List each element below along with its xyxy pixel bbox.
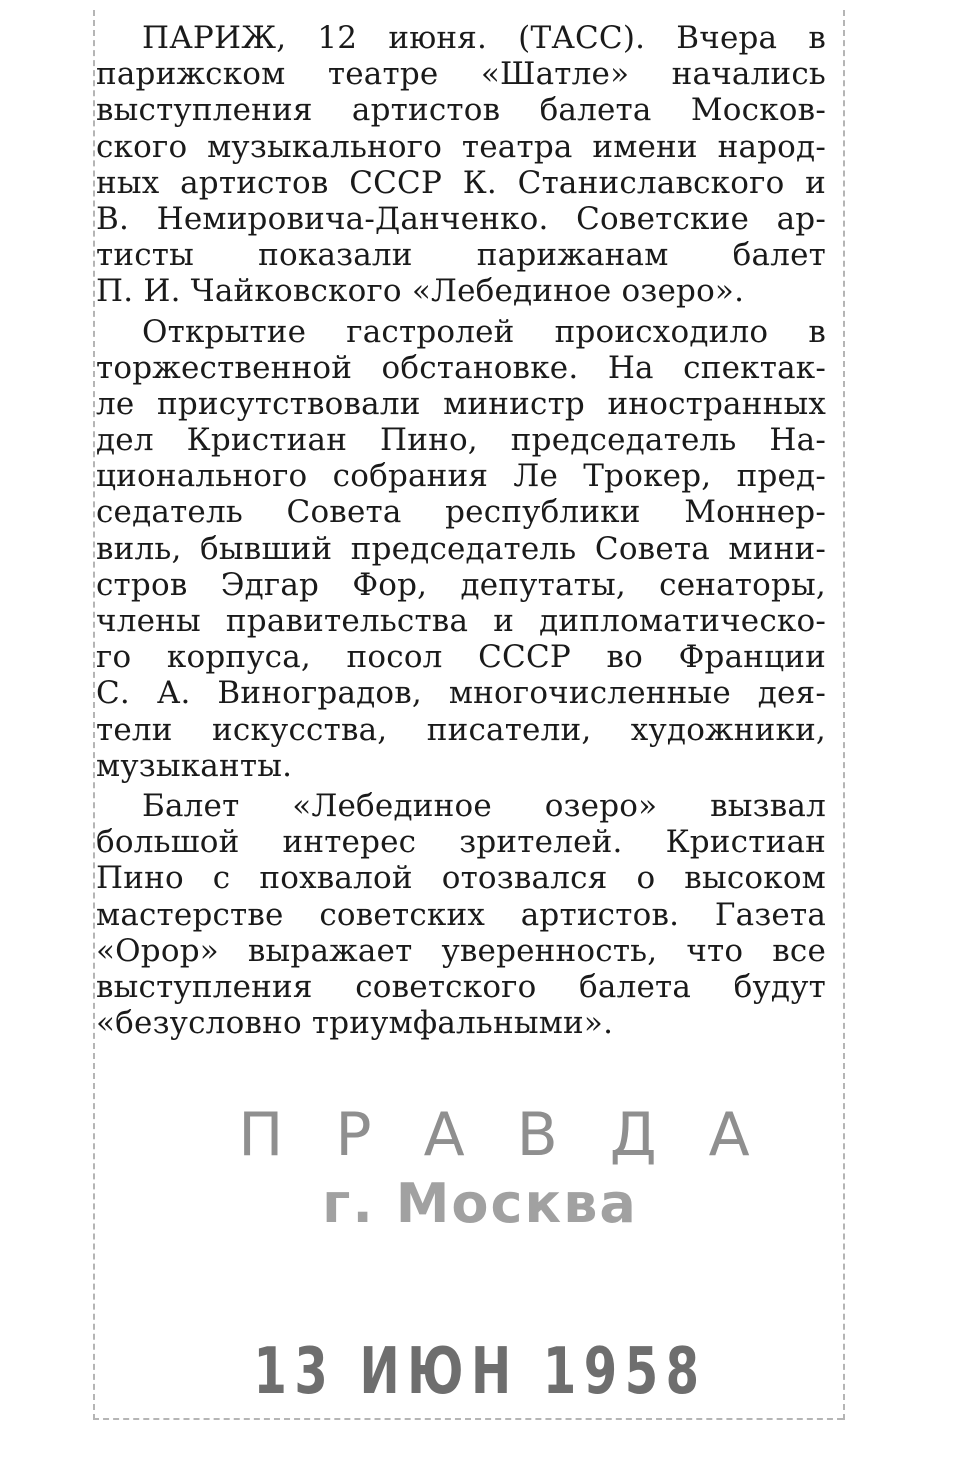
- stamp-date: 13 ИЮН 1958: [253, 1335, 707, 1409]
- article-line: члены правительства и дипломатическо-: [96, 603, 826, 639]
- article-line: торжественной обстановке. На спектак-: [96, 349, 826, 386]
- article-line: «безусловно триумфальными».: [96, 1005, 614, 1042]
- article-line: седатель Совета республики Моннер-: [96, 494, 826, 531]
- article-line: С. А. Виноградов, многочисленные дея-: [96, 675, 826, 712]
- article-line: выступления артистов балета Москов-: [96, 92, 826, 129]
- article-line: В. Немировича-Данченко. Советские ар-: [96, 200, 826, 237]
- article-line: виль, бывший председатель Совета мини-: [96, 530, 826, 567]
- news-article: [96, 20, 826, 1041]
- article-line: П. И. Чайковского «Лебединое озеро».: [96, 273, 745, 310]
- article-line: ПАРИЖ, 12 июня. (ТАСС). Вчера в: [142, 20, 826, 56]
- article-line: го корпуса, посол СССР во Франции: [96, 639, 826, 676]
- article-line: Пино с похвалой отозвался о высоком: [96, 860, 826, 897]
- article-line: Балет «Лебединое озеро» вызвал: [142, 787, 826, 824]
- article-line: ных артистов СССР К. Станиславского и: [96, 164, 826, 201]
- article-line: дел Кристиан Пино, председатель На-: [96, 422, 826, 459]
- article-line: ле присутствовали министр иностранных: [96, 385, 826, 422]
- article-line: музыканты.: [96, 747, 293, 784]
- article-line: тисты показали парижанам балет: [96, 237, 826, 274]
- scan-frame-bottom: [93, 1418, 843, 1420]
- article-line: ционального собрания Ле Трокер, пред-: [96, 458, 826, 495]
- stamp-city: г. Москва: [322, 1172, 638, 1235]
- article-line: мастерстве советских артистов. Газета: [96, 896, 826, 933]
- article-line: тели искусства, писатели, художники,: [96, 711, 826, 748]
- article-line: «Орор» выражает уверенность, что все: [96, 932, 826, 969]
- article-line: выступления советского балета будут: [96, 968, 826, 1005]
- article-line: большой интерес зрителей. Кристиан: [96, 824, 826, 861]
- article-line: парижском театре «Шатле» начались: [96, 56, 826, 93]
- article-line: ского музыкального театра имени народ-: [96, 128, 826, 165]
- article-line: Открытие гастролей происходило в: [142, 313, 826, 350]
- stamp-newspaper-name: ПРАВДА: [238, 1100, 802, 1170]
- article-line: стров Эдгар Фор, депутаты, сенаторы,: [96, 566, 826, 603]
